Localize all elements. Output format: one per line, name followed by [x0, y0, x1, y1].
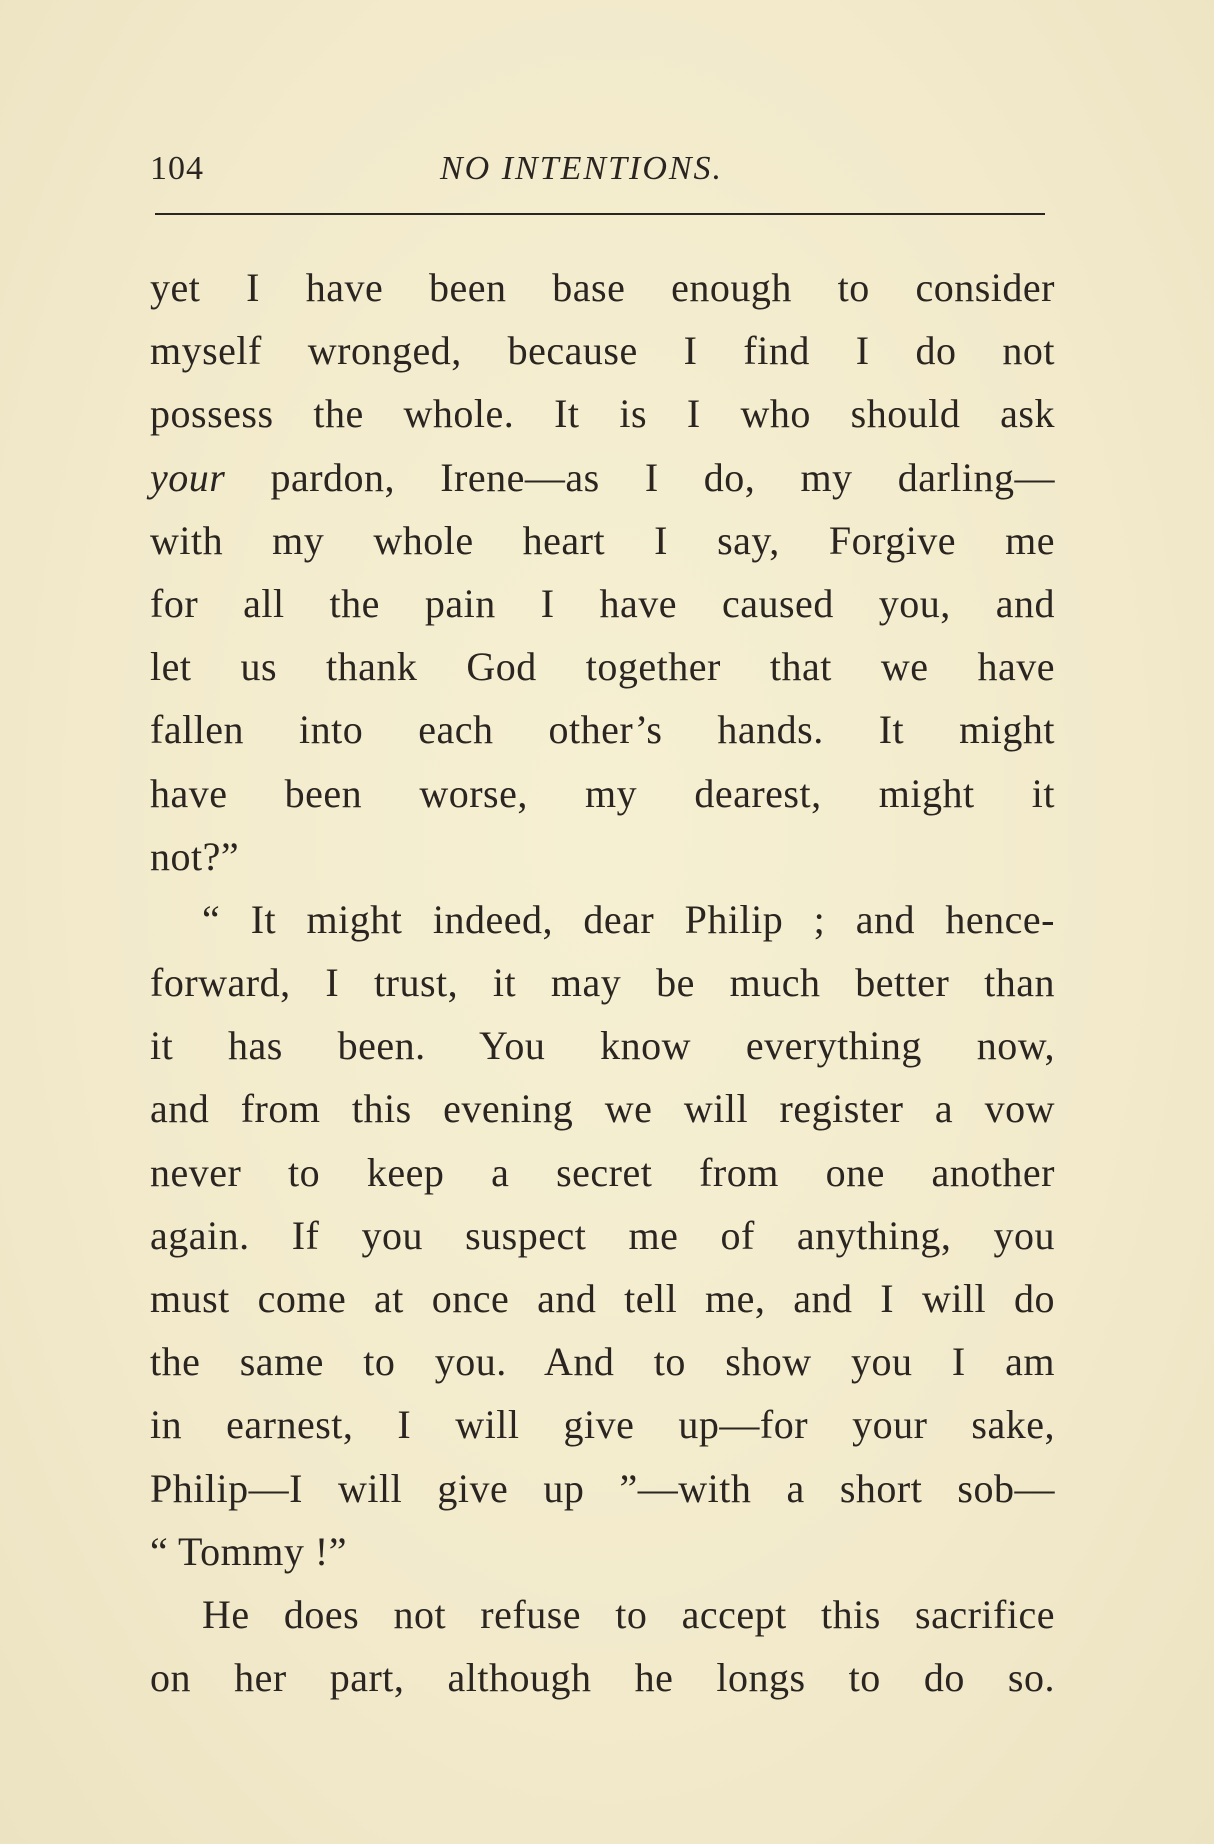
text-line: yet I have been base enough to consider [150, 265, 1055, 310]
text-line-rest: pardon, Irene—as I do, my darling— [270, 454, 1056, 500]
text-line: have been worse, my dearest, might it [150, 770, 1055, 816]
header-rule [155, 213, 1045, 215]
text-line: the same to you. And to show you I am [150, 1339, 1055, 1385]
page-header [150, 150, 1050, 200]
text-line: with my whole heart I say, Forgive me [150, 517, 1055, 563]
running-title: NO INTENTIONS. [440, 150, 724, 187]
text-line: and from this evening we will register a vow [150, 1086, 1055, 1132]
text-line: “ It might indeed, dear Philip ; and hence- [202, 896, 1055, 942]
text-line: He does not refuse to accept this sacrifice [202, 1591, 1055, 1637]
text-line: in earnest, I will give up—for your sake, [150, 1402, 1055, 1448]
text-line: possess the whole. It is I who should ask [150, 391, 1055, 437]
text-line: “ Tommy !” [150, 1528, 347, 1574]
text-line: for all the pain I have caused you, and [150, 580, 1055, 626]
text-line: not?” [150, 833, 240, 879]
body-text [150, 256, 1055, 1709]
text-line: it has been. You know everything now, [150, 1023, 1055, 1069]
text-line: let us thank God together that we have [150, 644, 1055, 690]
italic-emphasis: your [150, 454, 226, 500]
page-number: 104 [150, 150, 204, 187]
text-line [150, 446, 1055, 509]
text-line: again. If you suspect me of anything, you [150, 1212, 1055, 1258]
text-line: on her part, although he longs to do so. [150, 1655, 1055, 1701]
text-line: myself wronged, because I find I do not [150, 328, 1055, 374]
text-line: never to keep a secret from one another [150, 1149, 1055, 1195]
text-line: must come at once and tell me, and I will do [150, 1276, 1055, 1321]
text-line: forward, I trust, it may be much better than [150, 960, 1055, 1006]
text-line: Philip—I will give up ”—with a short sob— [150, 1465, 1055, 1511]
text-line: fallen into each other’s hands. It might [150, 707, 1055, 753]
